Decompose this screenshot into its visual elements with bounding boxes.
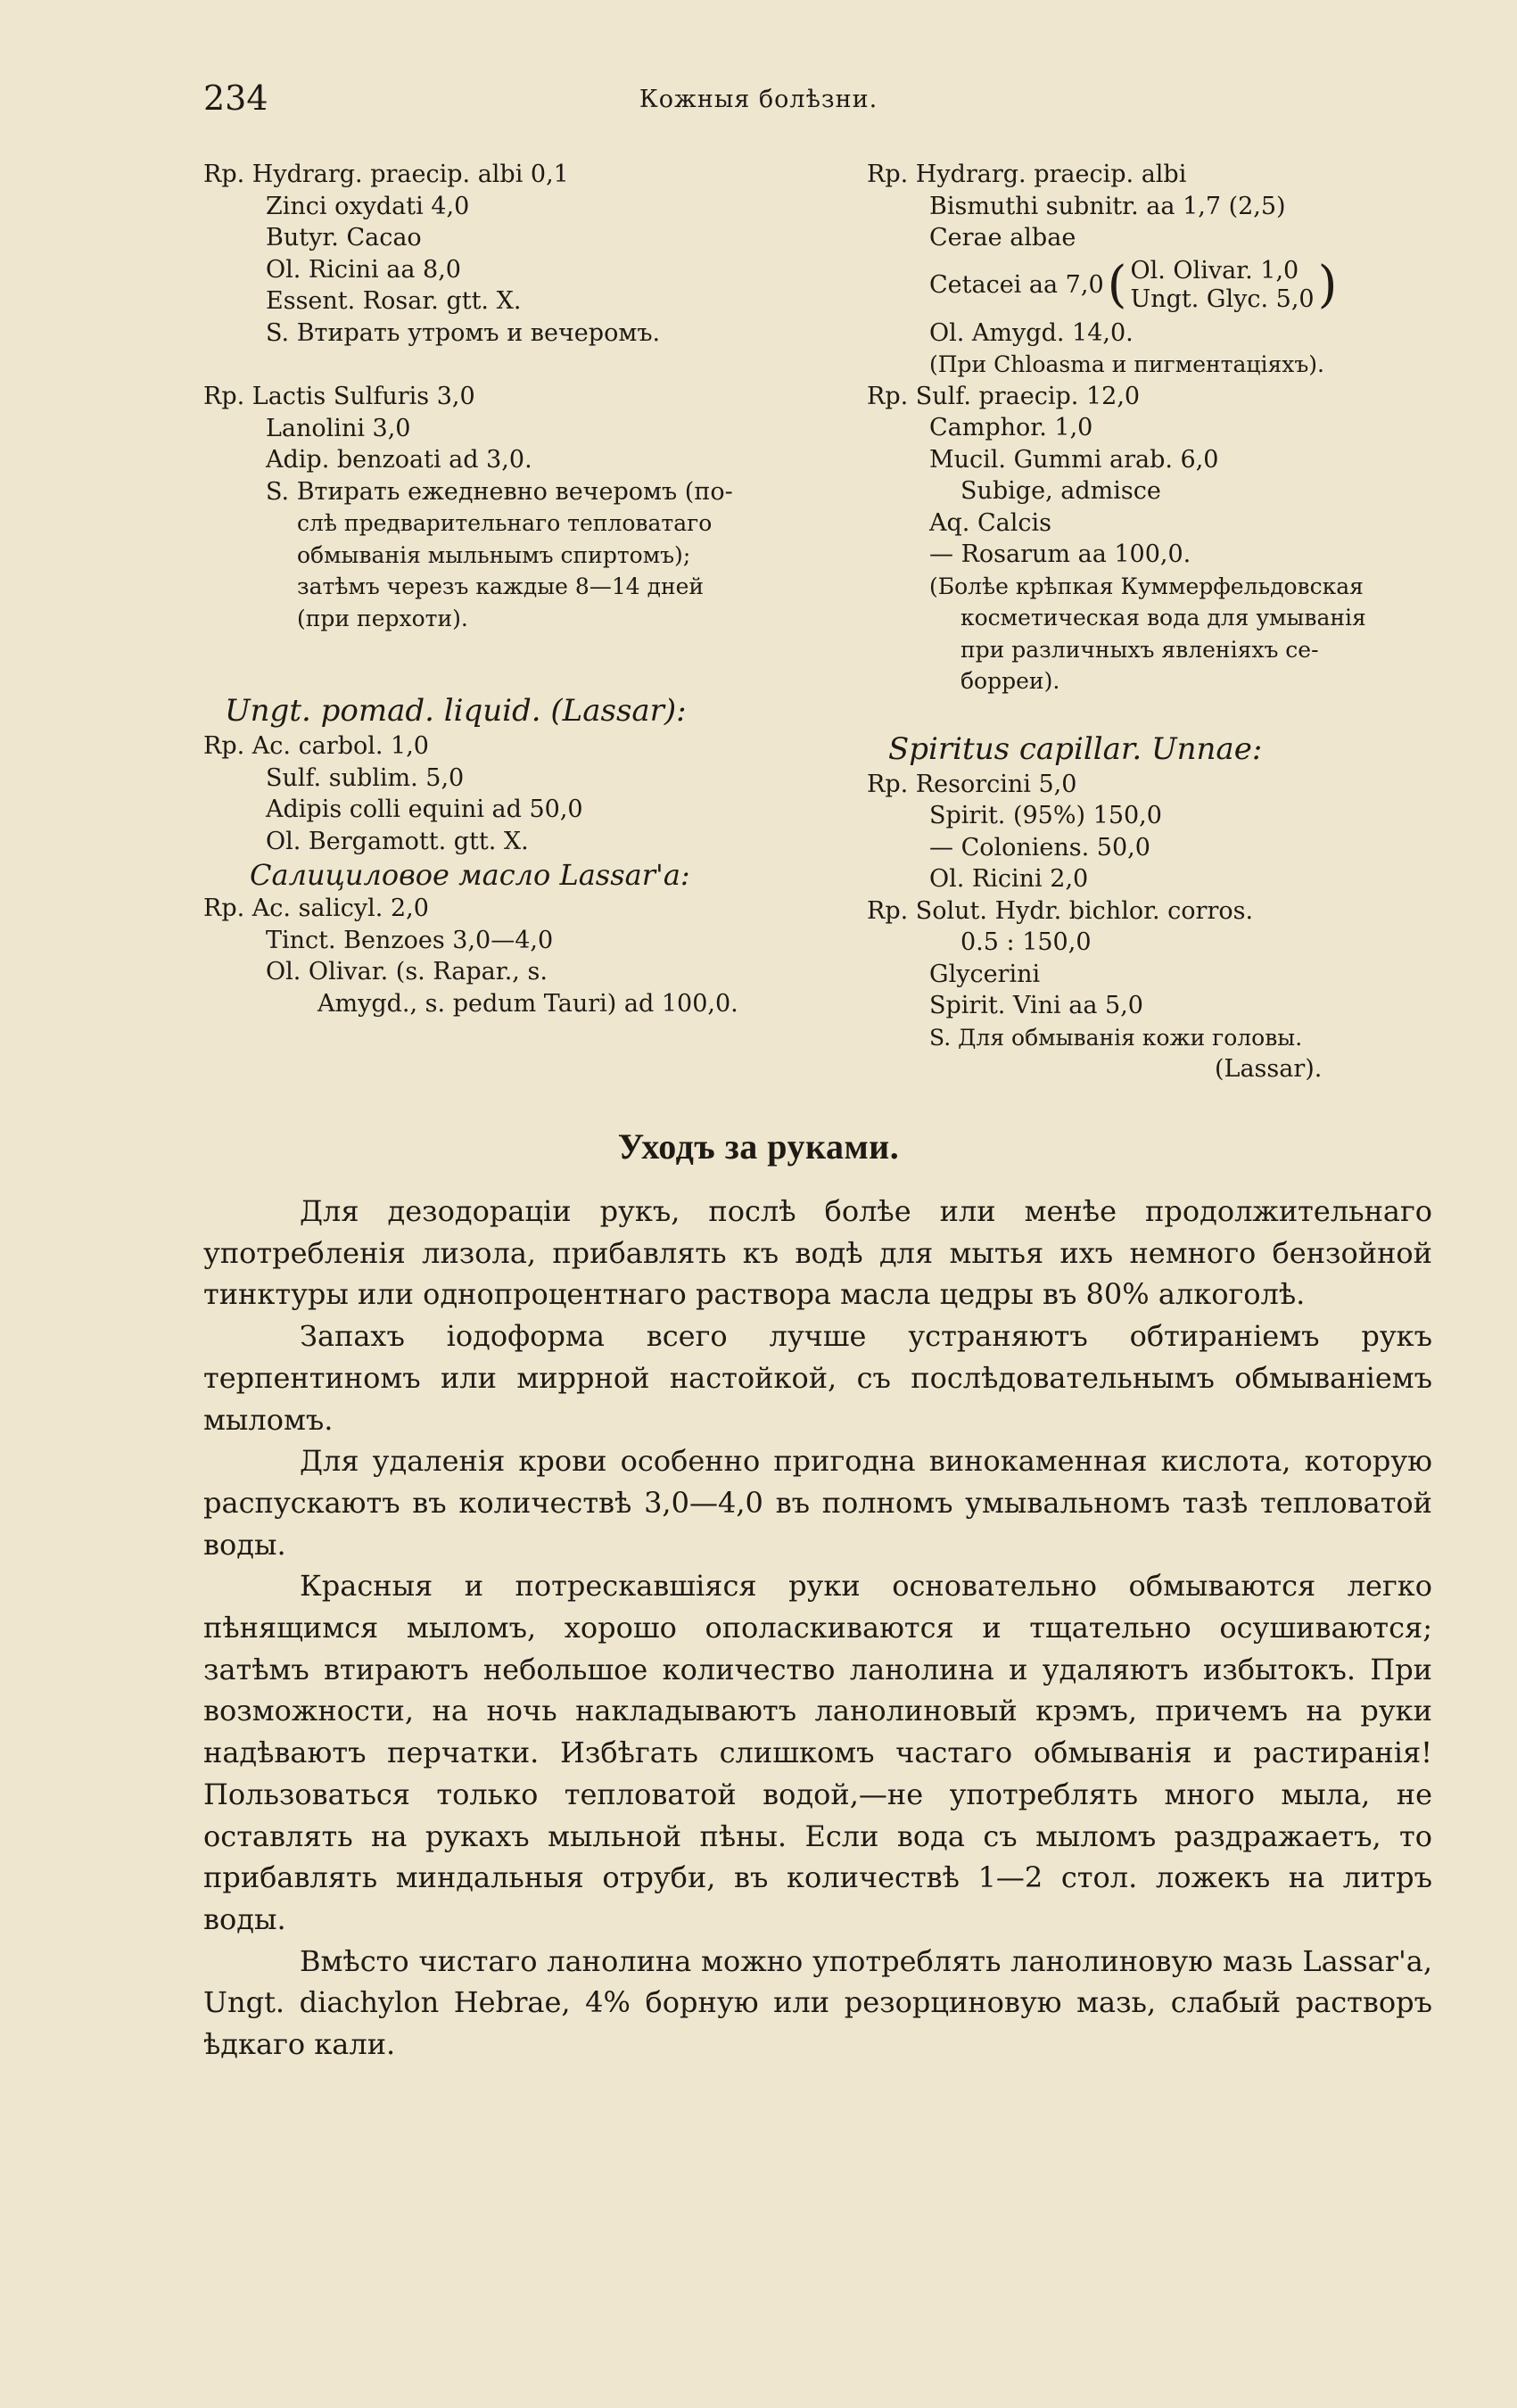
recipe-line: Ol. Olivar. 1,0 (1130, 257, 1299, 285)
recipe-line: Bismuthi subnitr. aa 1,7 (2,5) (929, 192, 1286, 220)
recipe-heading: Салициловое масло Lassar'а: (250, 858, 690, 892)
section-body (203, 1191, 1432, 2066)
recipe-line: (При Chloasma и пигментаціяхъ). (929, 351, 1324, 377)
brace-group (867, 254, 1455, 317)
recipe-line: S. Для обмыванія кожи головы. (929, 1024, 1303, 1051)
recipe-line: Rp. Ac. salicyl. 2,0 (203, 895, 429, 922)
paragraph: Запахъ іодоформа всего лучше устраняютъ обтираніемъ рукъ терпентиномъ или миррной настойкой, съ послѣдовательнымъ обмываніемъ мыломъ. (203, 1319, 1432, 1437)
recipe-line: Ol. Amygd. 14,0. (929, 318, 1134, 347)
recipe-line: Adipis colli equini ad 50,0 (266, 796, 583, 823)
recipe-line: Rp. Solut. Hydr. bichlor. corros. (867, 896, 1254, 925)
recipe-line: Essent. Rosar. gtt. X. (266, 287, 522, 315)
recipe-line: Butyr. Cacao (266, 224, 422, 252)
right-recipe-column (867, 159, 1455, 1085)
recipe-line: Camphor. 1,0 (929, 414, 1093, 441)
paragraph: Вмѣсто чистаго ланолина можно употреблять ланолиновую мазь Lassar'а, Ungt. diachylon Hebrae, 4% борную или резорциновую мазь, слабый растворъ ѣдкаго кали. (203, 1943, 1432, 2062)
recipe-line: слѣ предварительнаго тепловатаго (297, 510, 713, 536)
recipe-line: Tinct. Benzoes 3,0—4,0 (266, 926, 554, 954)
recipe-line: Rp. Resorcini 5,0 (867, 770, 1077, 798)
running-title: Кожныя болѣзни. (639, 86, 878, 113)
page-number: 234 (203, 78, 268, 118)
recipe-line: обмыванія мыльнымъ спиртомъ); (297, 541, 691, 568)
recipe-line: Aq. Calcis (929, 508, 1051, 537)
left-recipe-column (203, 159, 774, 1019)
recipe-line: Rp. Ac. carbol. 1,0 (203, 732, 429, 760)
recipe-line: борреи). (960, 668, 1060, 694)
recipe-line: S. Втирать ежедневно вечеромъ (по- (266, 477, 733, 506)
recipe-line: Amygd., s. pedum Tauri) ad 100,0. (317, 989, 738, 1018)
recipe-line: Subige, admisce (960, 477, 1161, 505)
recipe-line: Ol. Ricini 2,0 (929, 865, 1089, 893)
recipe-line: Ungt. Glyc. 5,0 (1130, 285, 1315, 313)
recipe-line: (Болѣе крѣпкая Куммерфельдовская (929, 573, 1364, 599)
recipe-line: — Coloniens. 50,0 (929, 833, 1150, 862)
recipe-line: Rp. Hydrarg. praecip. albi 0,1 (203, 161, 569, 188)
recipe-line: Rp. Hydrarg. praecip. albi (867, 161, 1187, 188)
left-brace-icon: ( (1107, 256, 1127, 314)
recipe-line: S. Втирать утромъ и вечеромъ. (266, 318, 661, 347)
recipe-line: Spirit. (95%) 150,0 (929, 802, 1162, 829)
recipe-line: Cetacei aa 7,0 (929, 271, 1104, 300)
paragraph: Для удаленія крови особенно пригодна винокаменная кислота, которую распускаютъ въ количествѣ 3,0—4,0 въ полномъ умывальномъ тазѣ тепловатой воды. (203, 1444, 1432, 1562)
recipe-line: Ol. Olivar. (s. Rapar., s. (266, 958, 548, 985)
recipe-line: 0.5 : 150,0 (960, 928, 1092, 956)
recipe-line: Glycerini (929, 960, 1041, 988)
recipe-line: Zinci oxydati 4,0 (266, 192, 470, 220)
recipe-heading: Spiritus capillar. Unnae: (888, 730, 1263, 767)
paragraph: Для дезодораціи рукъ, послѣ болѣе или менѣе продолжительнаго употребленія лизола, прибавлять къ водѣ для мытья ихъ немного бензойной тинктуры или однопроцентнаго раствора масла цедры въ 80% алкоголѣ. (203, 1194, 1432, 1312)
recipe-line: Adip. benzoati ad 3,0. (266, 446, 532, 474)
recipe-line: при различныхъ явленіяхъ се- (960, 636, 1319, 663)
paragraph: Красныя и потрескавшіяся руки основательно обмываются легко пѣнящимся мыломъ, хорошо ополаскиваются и тщательно осушиваются; затѣмъ втираютъ небольшое количество ланолина и удаляютъ избытокъ. При возможности, на ночь накладываютъ ланолиновый крэмъ, причемъ на руки надѣваютъ перчатки. Избѣгать слишкомъ частаго обмыванія и растиранія! Пользоваться только тепловатой водой,—не употреблять много мыла, не оставлять на рукахъ мыльной пѣны. Если вода съ мыломъ раздражаетъ, то прибавлять миндальныя отруби, въ количествѣ 1—2 стол. ложекъ на литръ воды. (203, 1569, 1432, 1936)
recipe-line: Cerae albae (929, 224, 1076, 252)
recipe-line: косметическая вода для умыванія (960, 605, 1366, 631)
recipe-heading: Ungt. pomad. liquid. (Lassar): (225, 693, 687, 729)
recipe-line: затѣмъ черезъ каждые 8—14 дней (297, 573, 705, 599)
recipe-line: (при перхоти). (297, 605, 468, 631)
recipe-line: Ol. Ricini aa 8,0 (266, 255, 461, 284)
recipe-line: Spirit. Vini aa 5,0 (929, 992, 1143, 1019)
recipe-line: Mucil. Gummi arab. 6,0 (929, 445, 1219, 474)
recipe-line: Rp. Lactis Sulfuris 3,0 (203, 383, 475, 410)
recipe-line: Lanolini 3,0 (266, 414, 411, 442)
recipe-line: Sulf. sublim. 5,0 (266, 763, 465, 792)
section-title: Уходъ за руками. (617, 1126, 900, 1167)
recipe-line: Ol. Bergamott. gtt. X. (266, 827, 529, 855)
recipe-line: — Rosarum aa 100,0. (929, 540, 1191, 568)
recipe-line: Rp. Sulf. praecip. 12,0 (867, 382, 1141, 410)
recipe-line: (Lassar). (1215, 1055, 1323, 1083)
right-brace-icon: ) (1317, 256, 1338, 314)
